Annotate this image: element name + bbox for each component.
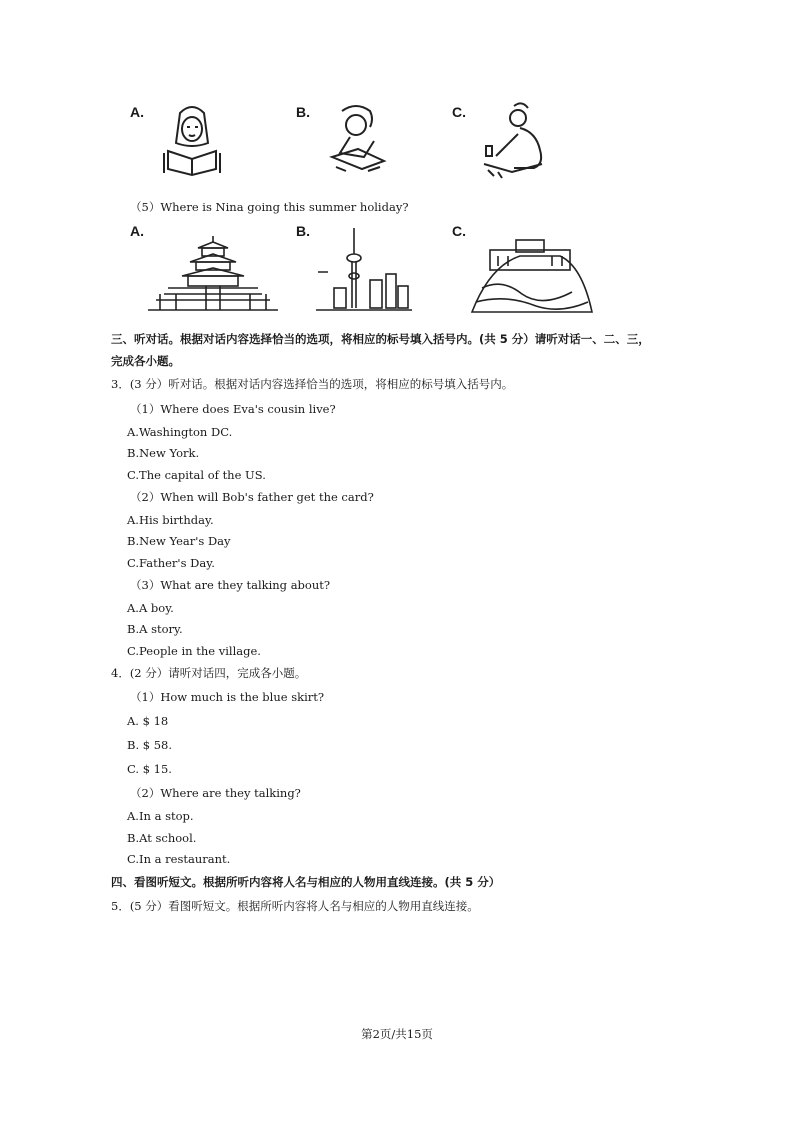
option-label-c: C. xyxy=(452,223,466,239)
question-3-1: （1）Where does Eva's cousin live? xyxy=(130,402,336,416)
question-5-stem: 5．(5 分）看图听短文。根据所听内容将人名与相应的人物用直线连接。 xyxy=(111,899,479,913)
tv-tower-skyline-image xyxy=(316,226,412,314)
option-label-c: C. xyxy=(452,104,466,120)
girl-reading-image xyxy=(158,103,228,178)
option-3-3-a: A.A boy. xyxy=(127,601,174,615)
section-3-heading-line-2: 完成各小题。 xyxy=(111,354,180,368)
boy-drawing-image xyxy=(328,103,388,178)
option-4-2-b: B.At school. xyxy=(127,831,197,845)
option-4-1-b: B. $ 58. xyxy=(127,738,173,752)
option-3-2-c: C.Father's Day. xyxy=(127,556,215,570)
option-3-2-a: A.His birthday. xyxy=(127,513,214,527)
option-3-1-b: B.New York. xyxy=(127,446,200,460)
option-3-3-b: B.A story. xyxy=(127,622,183,636)
question-4-stem: 4．(2 分）请听对话四，完成各小题。 xyxy=(111,666,307,680)
option-label-a: A. xyxy=(130,223,144,239)
question-4-2: （2）Where are they talking? xyxy=(130,786,301,800)
option-label-b: B. xyxy=(296,223,310,239)
option-3-1-a: A.Washington DC. xyxy=(127,425,233,439)
option-4-2-c: C.In a restaurant. xyxy=(127,852,231,866)
question-3-2: （2）When will Bob's father get the card? xyxy=(130,490,374,504)
potala-palace-image xyxy=(470,236,594,314)
option-4-1-c: C. $ 15. xyxy=(127,762,172,776)
option-3-2-b: B.New Year's Day xyxy=(127,534,231,548)
section-4-heading: 四、看图听短文。根据所听内容将人名与相应的人物用直线连接。(共 5 分） xyxy=(111,875,501,889)
question-4-1: （1）How much is the blue skirt? xyxy=(130,690,325,704)
question-3-3: （3）What are they talking about? xyxy=(130,578,331,592)
option-label-b: B. xyxy=(296,104,310,120)
section-3-heading-line-1: 三、听对话。根据对话内容选择恰当的选项，将相应的标号填入括号内。(共 5 分）请听对话一、二、三， xyxy=(111,332,650,346)
option-4-2-a: A.In a stop. xyxy=(127,809,194,823)
question-2-5: （5）Where is Nina going this summer holiday? xyxy=(130,200,409,214)
question-3-stem: 3．(3 分）听对话。根据对话内容选择恰当的选项，将相应的标号填入括号内。 xyxy=(111,377,514,391)
girl-painting-image xyxy=(478,100,558,182)
temple-of-heaven-image xyxy=(146,234,280,312)
option-4-1-a: A. $ 18 xyxy=(127,714,169,728)
option-3-3-c: C.People in the village. xyxy=(127,644,261,658)
page-footer: 第2页/共15页 xyxy=(361,1027,433,1041)
option-3-1-c: C.The capital of the US. xyxy=(127,468,266,482)
option-label-a: A. xyxy=(130,104,144,120)
